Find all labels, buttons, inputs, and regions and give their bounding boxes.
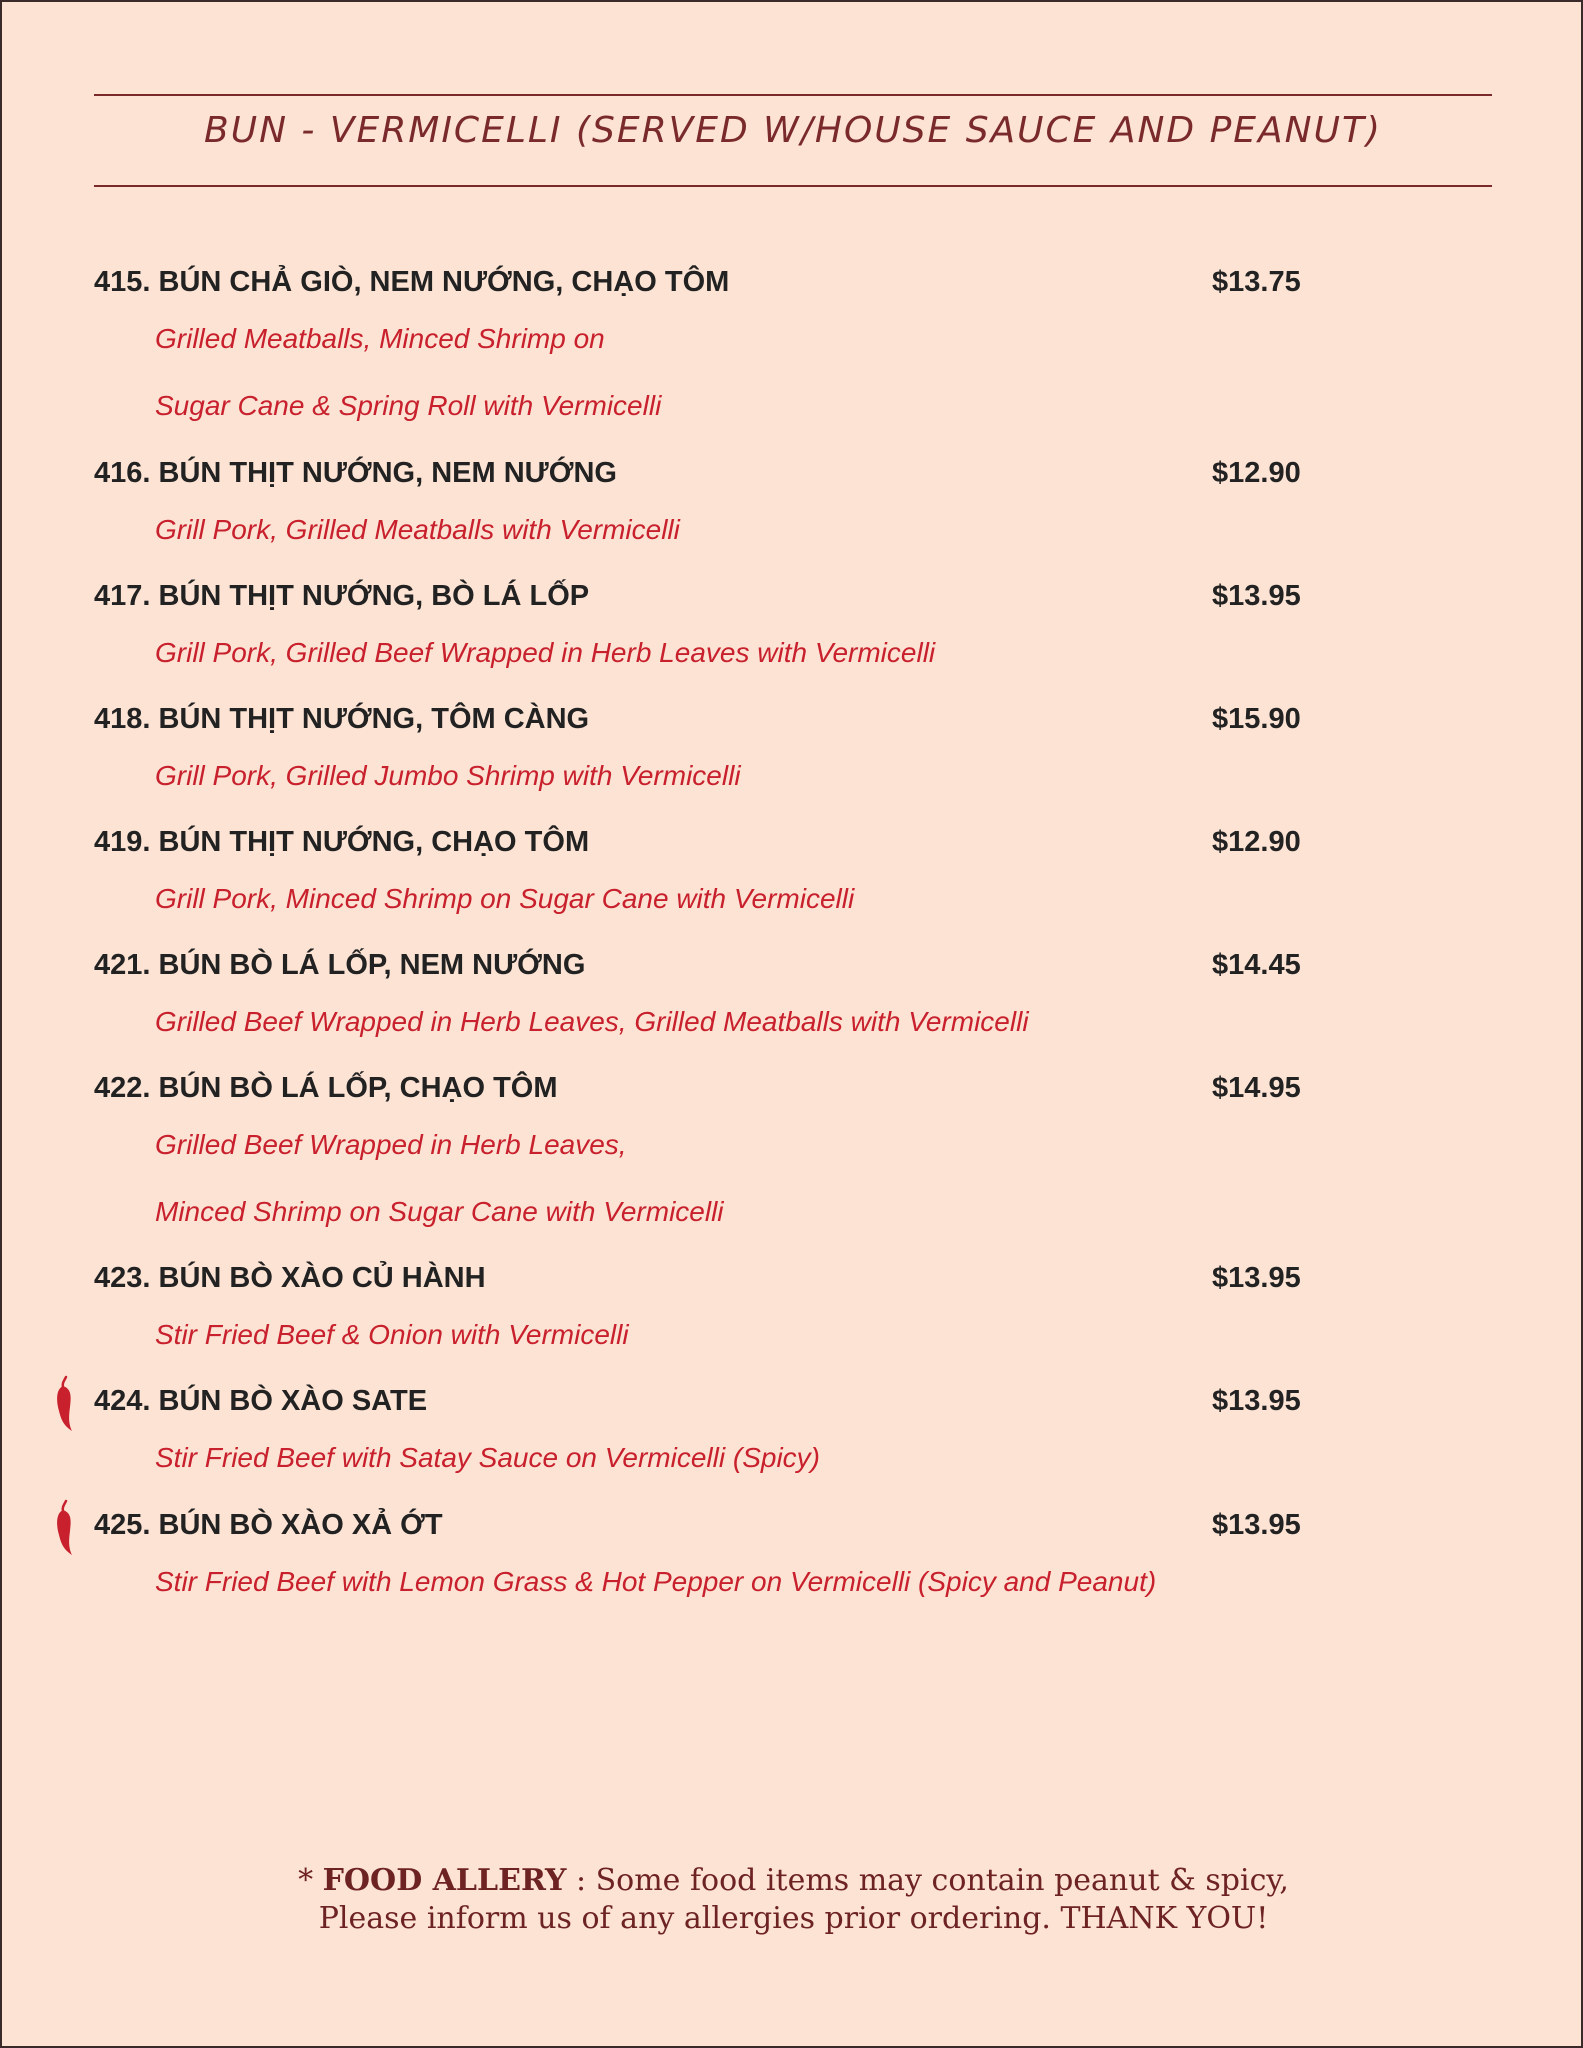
menu-item-description: Grilled Beef Wrapped in Herb Leaves, Grilled Meatballs with Vermicelli bbox=[155, 1006, 1029, 1037]
menu-item-name: 421. BÚN BÒ LÁ LỐP, NEM NƯỚNG bbox=[94, 949, 586, 981]
menu-item-price: $12.90 bbox=[1212, 457, 1301, 489]
menu-item-description: Sugar Cane & Spring Roll with Vermicelli bbox=[155, 390, 662, 421]
menu-item-name: 418. BÚN THỊT NƯỚNG, TÔM CÀNG bbox=[94, 703, 590, 735]
menu-item-name: 417. BÚN THỊT NƯỚNG, BÒ LÁ LỐP bbox=[94, 580, 590, 612]
menu-item-description: Stir Fried Beef & Onion with Vermicelli bbox=[155, 1319, 629, 1350]
menu-item-description: Stir Fried Beef with Lemon Grass & Hot Pepper on Vermicelli (Spicy and Peanut) bbox=[155, 1566, 1157, 1597]
chili-pepper-icon bbox=[50, 1499, 80, 1557]
title-bottom-rule bbox=[94, 185, 1492, 187]
allergy-notice-line-2: Please inform us of any allergies prior ordering. THANK YOU! bbox=[318, 1901, 1269, 1936]
menu-item-price: $14.45 bbox=[1212, 949, 1301, 981]
allergy-notice bbox=[2, 1862, 1583, 1938]
menu-item-price: $13.95 bbox=[1212, 580, 1301, 612]
menu-item-description: Minced Shrimp on Sugar Cane with Vermicelli bbox=[155, 1196, 724, 1227]
menu-item-price: $15.90 bbox=[1212, 703, 1301, 735]
menu-item-description: Grilled Meatballs, Minced Shrimp on bbox=[155, 323, 605, 354]
menu-item-description: Grill Pork, Grilled Beef Wrapped in Herb Leaves with Vermicelli bbox=[155, 637, 936, 668]
menu-item-name: 415. BÚN CHẢ GIÒ, NEM NƯỚNG, CHẠO TÔM bbox=[94, 266, 730, 298]
menu-item-price: $13.95 bbox=[1212, 1262, 1301, 1294]
allergy-notice-line-1 bbox=[2, 1862, 1583, 1900]
menu-item-description: Grill Pork, Minced Shrimp on Sugar Cane with Vermicelli bbox=[155, 883, 855, 914]
menu-item-description: Grill Pork, Grilled Meatballs with Vermicelli bbox=[155, 514, 680, 545]
menu-item-price: $13.75 bbox=[1212, 266, 1301, 298]
menu-item-name: 416. BÚN THỊT NƯỚNG, NEM NƯỚNG bbox=[94, 457, 617, 489]
menu-item-name: 425. BÚN BÒ XÀO XẢ ỚT bbox=[94, 1509, 443, 1541]
menu-item-price: $12.90 bbox=[1212, 826, 1301, 858]
chili-pepper-icon bbox=[50, 1375, 80, 1433]
menu-item-description: Grill Pork, Grilled Jumbo Shrimp with Vermicelli bbox=[155, 760, 741, 791]
menu-item-description: Stir Fried Beef with Satay Sauce on Vermicelli (Spicy) bbox=[155, 1442, 820, 1473]
menu-item-price: $13.95 bbox=[1212, 1385, 1301, 1417]
menu-item-name: 423. BÚN BÒ XÀO CỦ HÀNH bbox=[94, 1262, 486, 1294]
menu-item-name: 422. BÚN BÒ LÁ LỐP, CHẠO TÔM bbox=[94, 1072, 558, 1104]
section-title: BUN - VERMICELLI (SERVED W/HOUSE SAUCE AND PEANUT) bbox=[204, 110, 1382, 151]
menu-item-price: $13.95 bbox=[1212, 1509, 1301, 1541]
allergy-label: FOOD ALLERY bbox=[322, 1863, 567, 1898]
allergy-asterisk: * bbox=[298, 1863, 314, 1898]
menu-item-price: $14.95 bbox=[1212, 1072, 1301, 1104]
menu-item-description: Grilled Beef Wrapped in Herb Leaves, bbox=[155, 1129, 627, 1160]
title-top-rule bbox=[94, 94, 1492, 96]
menu-item-name: 419. BÚN THỊT NƯỚNG, CHẠO TÔM bbox=[94, 826, 590, 858]
allergy-text: : Some food items may contain peanut & spicy, bbox=[575, 1863, 1289, 1898]
menu-item-name: 424. BÚN BÒ XÀO SATE bbox=[94, 1385, 428, 1417]
